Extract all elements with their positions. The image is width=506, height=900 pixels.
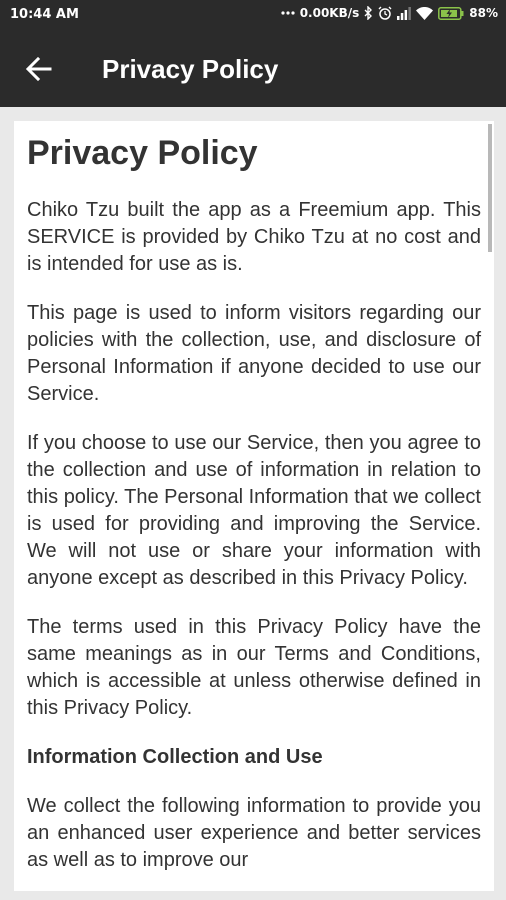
network-speed: 0.00KB/s (299, 6, 360, 20)
dots-icon (281, 10, 295, 16)
scrollbar[interactable] (488, 124, 492, 252)
back-button[interactable] (22, 52, 56, 86)
paragraph: If you choose to use our Service, then you agree to the collection and use of information in relation to this policy. The Personal Information that we collect is used for providing and improving the Service. We will not use or share your information with anyone except as described in this Privacy Policy. (27, 432, 481, 589)
status-icons (281, 6, 498, 20)
paragraph: We collect the following information to provide you an enhanced user experience and better services as well as to improve our (27, 795, 481, 871)
bluetooth-icon (364, 6, 373, 20)
battery-percent: 88% (469, 6, 498, 20)
status-bar (0, 0, 506, 30)
document-heading: Privacy Policy (27, 134, 258, 172)
status-time: 10:44 AM (10, 7, 79, 22)
paragraph: This page is used to inform visitors regarding our policies with the collection, use, and disclosure of Personal Information if anyone decided to use our Service. (27, 302, 481, 405)
app-bar (0, 30, 506, 107)
paragraph: Chiko Tzu built the app as a Freemium app. This SERVICE is provided by Chiko Tzu at no cost and is intended for use as is. (27, 199, 481, 275)
policy-card[interactable] (14, 121, 494, 891)
paragraph: The terms used in this Privacy Policy have the same meanings as in our Terms and Conditions, which is accessible at unless otherwise defined in this Privacy Policy. (27, 616, 481, 719)
alarm-icon (378, 6, 392, 20)
page-title: Privacy Policy (102, 54, 279, 84)
policy-content (27, 133, 481, 891)
arrow-left-icon (26, 57, 52, 81)
battery-icon (438, 7, 464, 20)
section-heading: Information Collection and Use (27, 746, 323, 768)
signal-icon (397, 7, 411, 20)
wifi-icon (416, 7, 433, 20)
